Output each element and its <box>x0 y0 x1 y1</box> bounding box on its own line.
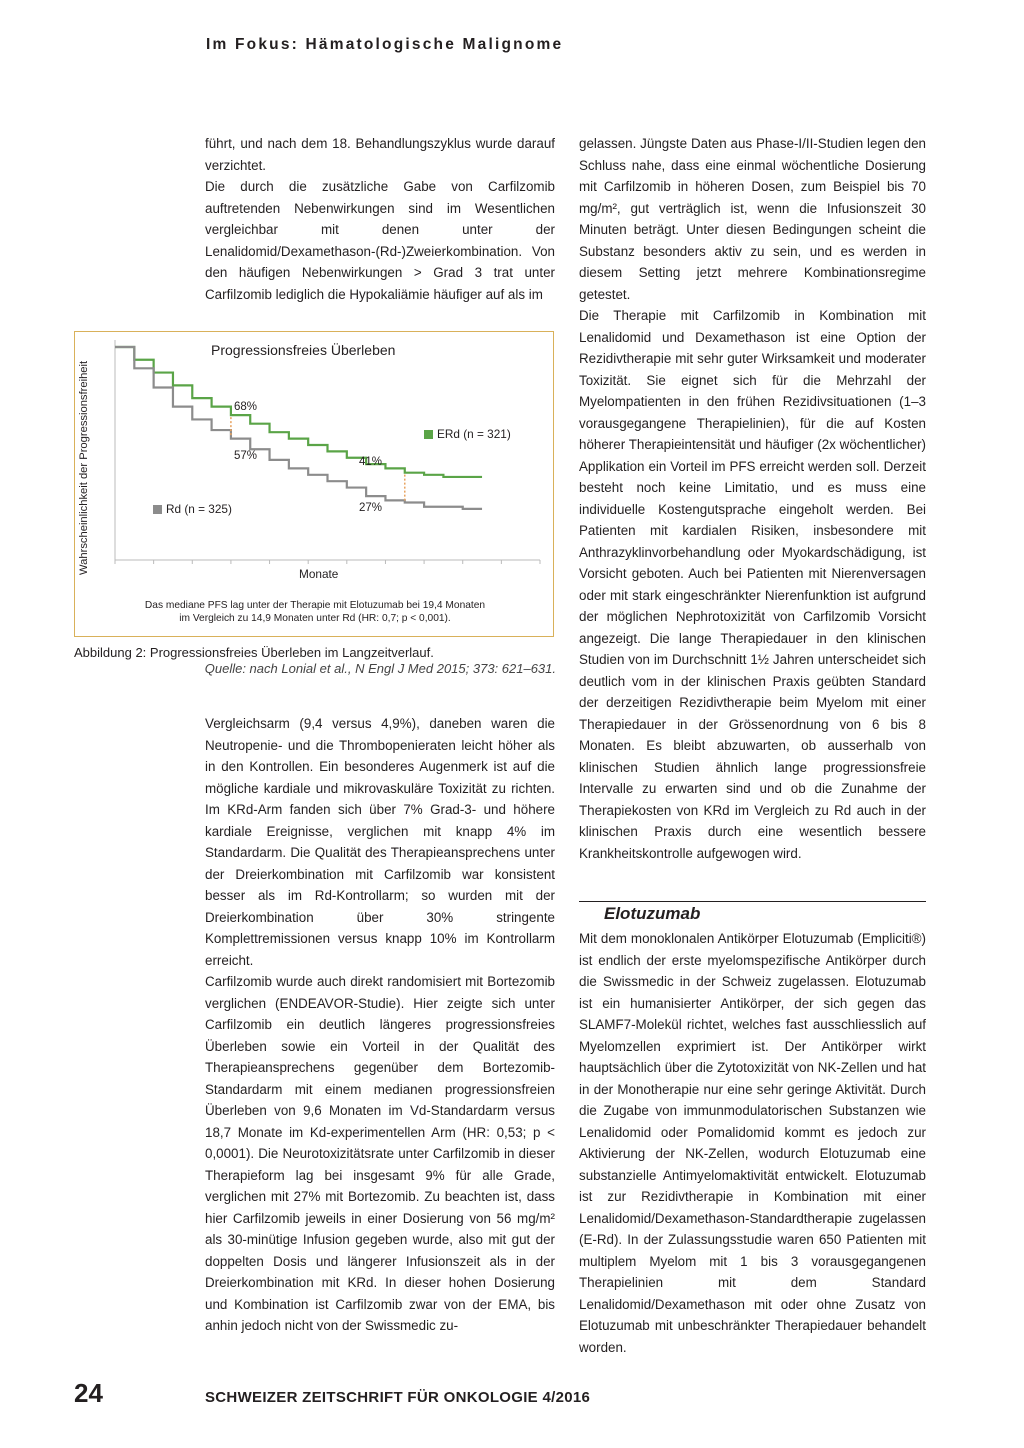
figure-title: Progressionsfreies Überleben <box>211 342 396 358</box>
series-line-erd <box>115 347 482 477</box>
running-head: Im Fokus: Hämatologische Malignome <box>206 36 564 53</box>
paragraph: gelassen. Jüngste Daten aus Phase-I/II-Studien legen den Schluss nahe, dass eine einmal wöchentliche Dosierung mit Carfilzomib in höheren Dosen, zum Beispiel bis 70 mg/m², gut verträglich ist, wenn die Infusionszeit 30 Minuten beträgt. Unter diesen Bedingungen scheint die Substanz besonders aktiv zu sein, und es werden in diesem Setting jetzt mehrere Kombinationsregime getestet. <box>579 136 926 302</box>
paragraph: Mit dem monoklonalen Antikörper Elotuzumab (Empliciti®) ist endlich der erste myelomspezifische Antikörper durch die Swissmedic in der Schweiz zugelassen. Elotuzumab ist ein humanisierter Antikörper, der sich gegen das SLAMF7-Molekül richtet, welches fast ausschliesslich auf Myelomzellen exprimiert ist. Der Antikörper wirkt hauptsächlich über die Zytotoxizität von NK-Zellen und hat in der Monotherapie nur eine sehr geringe Aktivität. Durch die Zugabe von immunmodulatorischen Substanzen wie Lenalidomid oder Pomalidomid kommt es jedoch zur Aktivierung der NK-Zellen, wodurch Elotuzumab eine substanzielle Antimyelomaktivität entwickelt. Elotuzumab ist zur Rezidivtherapie in Kombination mit einer Lenalidomid/Dexamethason-Standardtherapie zugelassen (E-Rd). In der Zulassungsstudie waren 650 Patienten mit multiplem Myelom mit 1 bis 3 vorausgegangenen Therapielinien mit dem Standard Lenalidomid/Dexamethason mit oder ohne Zusatz von Elotuzumab mit unbeschränkter Therapiedauer behandelt worden. <box>579 931 926 1355</box>
kaplan-meier-chart <box>100 335 545 570</box>
figure-caption-text: Abbildung 2: Progressionsfreies Überleben im Langzeitverlauf. <box>74 645 434 660</box>
annotation-27: 27% <box>359 502 383 514</box>
legend-swatch-rd <box>153 505 162 514</box>
annotation-68: 68% <box>234 401 258 413</box>
page-number: 24 <box>74 1378 103 1408</box>
legend-rd <box>153 502 232 516</box>
right-column-bottom <box>579 928 926 1358</box>
paragraph: Carfilzomib wurde auch direkt randomisiert mit Bortezomib verglichen (ENDEAVOR-Studie). Hier zeigte sich unter Carfilzomib ein deutlich längeres progressionsfreies Überleben sowie ein Vorteil in der Qualität des Therapieansprechens gegenüber dem Bortezomib-Standardarm mit einem medianen progressionsfreien Überleben von 9,6 Monaten im Vd-Standardarm versus 18,7 Monate im Kd-experimentellen Arm (HR: 0,53; p < 0,0001). Die Neurotoxizitätsrate unter Carfilzomib in dieser Therapieform lag bei insgesamt 9% für alle Grade, verglichen mit 27% mit Bortezomib. Zu beachten ist, dass hier Carfilzomib jeweils in einer Dosierung von 56 mg/m² als 30-minütige Infusion gegeben wurde, also mit gut der doppelten Dosis und längerer Infusionszeit als in der Dreierkombination mit KRd. In dieser hohen Dosierung und Kombination ist Carfilzomib zwar von der EMA, bis anhin jedoch nicht von der Swissmedic zu- <box>205 974 555 1333</box>
figure-note <box>120 599 510 625</box>
annotation-57: 57% <box>234 450 258 462</box>
legend-swatch-erd <box>424 430 433 439</box>
paragraph: Die Therapie mit Carfilzomib in Kombination mit Lenalidomid und Dexamethason ist eine Option der Rezidivtherapie mit sehr guter Wirksamkeit und moderater Toxizität. Sie eignet sich für die Mehrzahl der Myelompatienten in den frühen Rezidivsituationen (1–3 vorausgegangene Therapielinien), für die auf Kosten höherer Therapieintensität und häufiger (2x wöchentlicher) Applikation ein Vorteil im PFS erreicht werden soll. Derzeit besteht noch keine Limitatio, und es muss eine individuelle Kostengutsprache eingeholt werden. Bei Patienten mit kardialen Risiken, insbesondere mit Anthrazyklinvorbehandlung oder Myokardschädigung, ist Vorsicht geboten. Auch bei Patienten mit Nierenversagen oder mit stark eingeschränkter Nierenfunktion ist aufgrund der möglichen Nephrotoxizität von Carfilzomib Vorsicht angezeigt. Die lange Therapiedauer in den klinischen Studien von im Durchschnitt 1½ Jahren unterscheidet sich deutlich vom in der klinischen Praxis geübten Standard der derzeitigen Rezidivtherapie beim Myelom mit einer Therapiedauer in der Grössenordnung von 6 bis 8 Monaten. Es bleibt abzuwarten, ob ausserhalb von klinischen Studien ähnlich lange progressionsfreie Intervalle zu erwarten sind und ob die Zunahme der Therapiekosten von KRd im Vergleich zu Rd auch in der klinischen Praxis durch eine wesentlich bessere Krankheitskontrolle aufgewogen wird. <box>579 308 926 861</box>
section-heading: Elotuzumab <box>604 904 701 923</box>
journal-footer: SCHWEIZER ZEITSCHRIFT FÜR ONKOLOGIE 4/2016 <box>205 1389 591 1406</box>
chart-series-group <box>115 347 540 564</box>
paragraph: führt, und nach dem 18. Behandlungszyklus wurde darauf verzichtet. <box>205 136 555 173</box>
figure-y-axis-label: Wahrscheinlichkeit der Progressionsfreiheit <box>78 360 90 575</box>
left-column-top <box>205 133 555 305</box>
paragraph: Vergleichsarm (9,4 versus 4,9%), daneben waren die Neutropenie- und die Thrombopenieraten leicht höher als in den Kontrollen. Ein besonderes Augenmerk ist auf die mögliche kardiale und mikrovaskuläre Toxizität zu richten. Im KRd-Arm fanden sich über 7% Grad-3- und höhere kardiale Ereignisse, verglichen mit knapp 4% im Standardarm. Die Qualität des Therapieansprechens unter der Dreierkombination mit Carfilzomib war konsistent besser als im Rd-Kontrollarm; so wurden mit der Dreierkombination über 30% stringente Komplettremissionen versus knapp 10% im Kontrollarm erreicht. <box>205 716 555 968</box>
paragraph: Die durch die zusätzliche Gabe von Carfilzomib auftretenden Nebenwirkungen sind im Wesentlichen vergleichbar mit denen unter der Lenalidomid/Dexamethason-(Rd-)Zweierkombination. Von den häufigen Nebenwirkungen > Grad 3 trat unter Carfilzomib lediglich die Hypokaliämie häufiger auf als im <box>205 179 555 302</box>
figure-x-axis-label: Monate <box>299 567 339 581</box>
figure-source: Quelle: nach Lonial et al., N Engl J Med 2015; 373: 621–631. <box>204 661 556 676</box>
figure-caption <box>74 645 556 677</box>
annotation-41: 41% <box>359 456 383 468</box>
legend-erd-label: ERd (n = 321) <box>437 427 511 441</box>
figure-note-line-1: Das mediane PFS lag unter der Therapie mit Elotuzumab bei 19,4 Monaten <box>144 600 486 611</box>
section-divider <box>579 901 926 902</box>
legend-erd <box>424 427 511 441</box>
figure-note-line-2: im Vergleich zu 14,9 Monaten unter Rd (HR: 0,7; p < 0,001). <box>179 613 451 624</box>
left-column-bottom <box>205 713 555 1337</box>
legend-rd-label: Rd (n = 325) <box>166 502 232 516</box>
right-column-top <box>579 133 926 864</box>
